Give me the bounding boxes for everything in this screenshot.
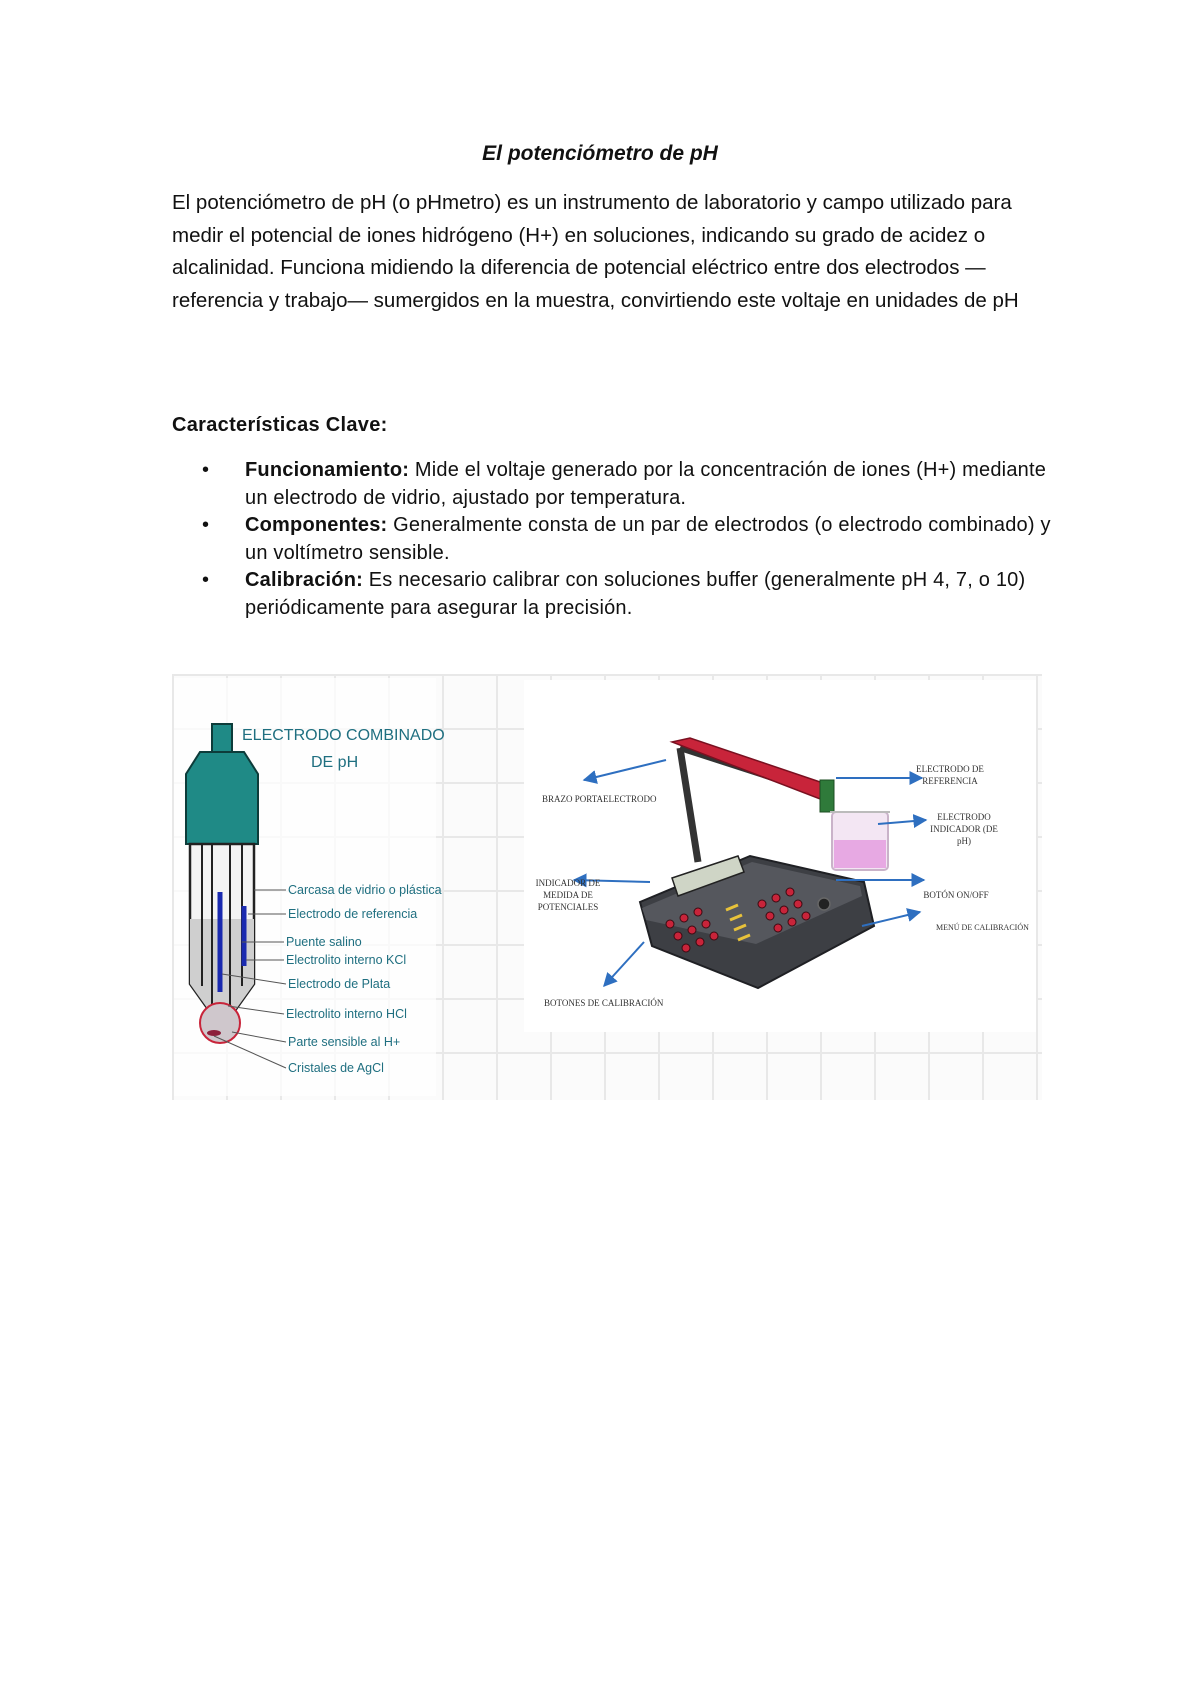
bullet-icon: • — [202, 569, 210, 591]
electrode-label: Puente salino — [286, 935, 362, 949]
callout-menu: MENÚ DE CALIBRACIÓN — [936, 923, 1029, 932]
bullet-icon: • — [202, 459, 210, 481]
ph-meter-diagram — [524, 680, 1036, 1032]
electrode-label: Electrolito interno KCl — [286, 953, 407, 967]
callout-potential: MEDIDA DE — [543, 890, 593, 900]
feature-term: Funcionamiento: — [245, 459, 410, 481]
electrode-label: Electrodo de Plata — [288, 977, 391, 991]
callout-indicator: INDICADOR (DE — [930, 824, 998, 834]
power-button — [818, 898, 830, 910]
bullet-icon: • — [202, 514, 210, 536]
features-list — [172, 457, 1052, 622]
electrode-title: DE pH — [311, 754, 359, 771]
beaker — [830, 812, 890, 870]
feature-item — [172, 512, 1052, 567]
electrode-head — [186, 752, 258, 844]
callout-indicator: ELECTRODO — [937, 812, 991, 822]
page-title: El potenciómetro de pH — [482, 142, 718, 165]
electrode-title: ELECTRODO COMBINADO — [242, 727, 445, 744]
feature-text: Generalmente consta de un par de electrodos (o electrodo combinado) y un voltímetro sensible. — [245, 514, 1051, 564]
callout-reference: ELECTRODO DE — [916, 764, 984, 774]
feature-item — [172, 457, 1052, 512]
section-title: Características Clave: — [172, 414, 388, 436]
electrode-diagram — [174, 678, 445, 1096]
electrode-label: Carcasa de vidrio o plástica — [288, 883, 442, 897]
feature-term: Componentes: — [245, 514, 388, 536]
callout-indicator: pH) — [957, 836, 971, 846]
callout-onoff: BOTÓN ON/OFF — [923, 890, 989, 900]
figure-canvas — [172, 674, 1042, 1100]
callout-arm: BRAZO PORTAELECTRODO — [542, 794, 657, 804]
callout-potential: POTENCIALES — [537, 902, 599, 912]
meter-panel — [524, 680, 1036, 1032]
glass-bulb — [200, 1003, 240, 1043]
callout-buttons: BOTONES DE CALIBRACIÓN — [544, 998, 664, 1008]
feature-term: Calibración: — [245, 569, 363, 591]
feature-item — [172, 567, 1052, 622]
electrode-label: Parte sensible al H+ — [288, 1035, 401, 1049]
feature-text: Es necesario calibrar con soluciones buffer (generalmente pH 4, 7, o 10) periódicamente para asegurar la precisión. — [245, 569, 1026, 619]
ph-meter-figure — [172, 674, 1042, 1100]
callout-potential: INDICADOR DE — [535, 878, 601, 888]
electrode-label: Electrolito interno HCl — [286, 1007, 407, 1021]
intro-paragraph: El potenciómetro de pH (o pHmetro) es un instrumento de laboratorio y campo utilizado para medir el potencial de iones hidrógeno (H+) en soluciones, indicando su grado de acidez o alcalinidad. Funciona midiendo la diferencia de potencial eléctrico entre dos electrodos —referencia y trabajo— sumergidos en la muestra, convirtiendo este voltaje en unidades de pH — [172, 191, 1019, 312]
electrode-label: Electrodo de referencia — [288, 907, 418, 921]
electrode-label: Cristales de AgCl — [288, 1061, 384, 1075]
callout-reference: REFERENCIA — [922, 776, 978, 786]
feature-text: Mide el voltaje generado por la concentración de iones (H+) mediante un electrodo de vidrio, ajustado por temperatura. — [245, 459, 1047, 509]
electrode-cap — [212, 724, 232, 752]
